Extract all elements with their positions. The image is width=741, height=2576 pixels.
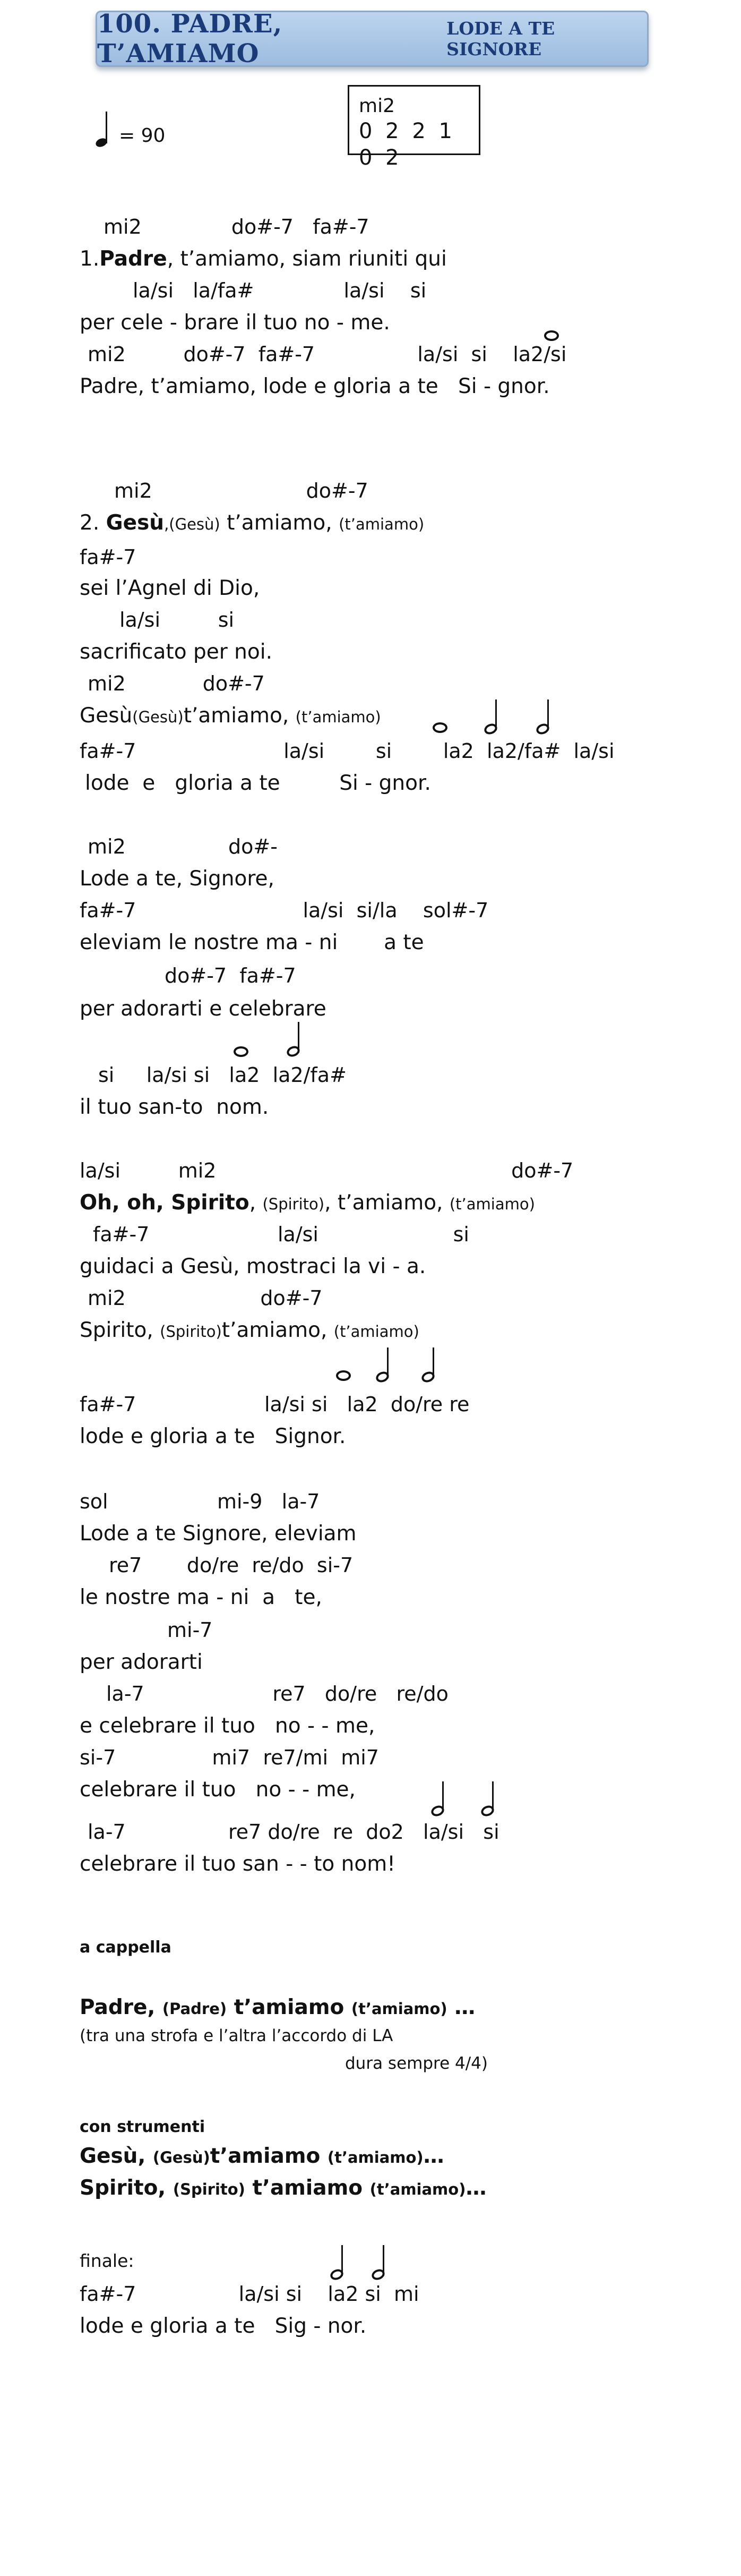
tempo-value: = 90 <box>119 125 166 147</box>
half-note-icon <box>421 1348 443 1382</box>
song-subtitle: LODE A TE SIGNORE <box>446 18 555 59</box>
chord-line: sol mi-9 la-7 <box>80 1490 320 1513</box>
chord-line: mi2 do#-7 <box>88 1286 323 1310</box>
chord-line: la/si la/fa# la/si si <box>133 279 427 302</box>
lyric-bold: Gesù <box>106 511 165 535</box>
lyric-line: celebrare il tuo san - - to nom! <box>80 1852 395 1876</box>
lyric-bold: t’amiamo <box>245 2176 370 2200</box>
half-note-icon <box>330 2246 351 2280</box>
chord-line: si-7 mi7 re7/mi mi7 <box>80 1746 379 1769</box>
quarter-note-icon <box>96 112 115 147</box>
chord-line: mi-7 <box>167 1618 213 1642</box>
lyric-bold: Padre, <box>80 1995 162 2019</box>
chord-line: fa#-7 <box>80 545 136 569</box>
lyric-bold: … <box>423 2144 444 2168</box>
lyric-echo: (Gesù) <box>132 708 184 726</box>
lyric-line: sacrificato per noi. <box>80 640 272 664</box>
lyric-echo: (t’amiamo) <box>449 1195 535 1213</box>
verse-number: 2. <box>80 511 106 535</box>
lyric-bold: t’amiamo <box>227 1995 351 2019</box>
chord-line: la-7 re7 do/re re do2 la/si si <box>88 1820 499 1844</box>
lyric-line <box>80 1997 475 2018</box>
lyric-line: guidaci a Gesù, mostraci la vi - a. <box>80 1255 426 1278</box>
chord-line: mi2 do#-7 fa#-7 la/si si la2/si <box>88 343 567 366</box>
half-note-icon <box>287 1022 308 1056</box>
chord-box-name: mi2 <box>359 95 395 117</box>
section-label-finale: finale: <box>80 2250 134 2271</box>
lyric-echo: (t’amiamo) <box>327 2148 424 2166</box>
lyric-echo: (Spirito) <box>160 1323 222 1341</box>
chord-line: mi2 do#-7 <box>114 479 368 502</box>
chord-diagram-box <box>348 85 480 170</box>
chord-line: la-7 re7 do/re re/do <box>106 1682 449 1705</box>
tempo-marking <box>96 112 165 147</box>
lyric-line <box>80 1192 535 1213</box>
chord-box-fingering: 0 2 2 1 0 2 <box>359 119 455 170</box>
chord-line: fa#-7 la/si si/la sol#-7 <box>80 899 489 922</box>
lyric-line: per adorarti e celebrare <box>80 997 326 1021</box>
chord-line: si la/si si la2 la2/fa# <box>98 1063 347 1087</box>
lyric-text: t’amiamo, <box>221 1318 334 1342</box>
lyric-echo: (Gesù) <box>152 2148 210 2166</box>
lyric-echo: (Padre) <box>162 2000 227 2018</box>
lyric-line: lode e gloria a te Signor. <box>80 1425 346 1448</box>
chord-line: mi2 do#-7 fa#-7 <box>104 215 369 238</box>
lyric-echo: ,(Gesù) <box>164 515 220 533</box>
chord-line: la/si mi2 do#-7 <box>80 1159 574 1182</box>
performance-note: dura sempre 4/4) <box>345 2054 488 2073</box>
lyric-echo: (t’amiamo) <box>295 708 381 726</box>
chord-line: mi2 do#-7 <box>88 672 265 695</box>
chord-line: mi2 do#- <box>88 835 278 858</box>
chord-line: do#-7 fa#-7 <box>165 964 296 987</box>
lyric-echo: (t’amiamo) <box>369 2180 466 2198</box>
lyric-line: per adorarti <box>80 1650 203 1674</box>
lyric-line: per cele - brare il tuo no - me. <box>80 311 390 335</box>
half-note-icon <box>376 1348 397 1382</box>
whole-note-icon <box>336 1370 351 1381</box>
lyric-line <box>80 2178 486 2198</box>
lyric-text: t’amiamo, <box>183 704 296 728</box>
lyric-line <box>80 513 424 533</box>
lyric-text: , t’amiamo, <box>324 1191 450 1215</box>
lyric-line: il tuo san-to nom. <box>80 1095 269 1119</box>
chord-line: fa#-7 la/si si la2 do/re re <box>80 1393 470 1416</box>
lyric-echo: (t’amiamo) <box>351 2000 447 2018</box>
lyric-line <box>80 705 381 726</box>
lyric-bold: Spirito, <box>80 2176 173 2200</box>
song-title: 100. PADRE, T’AMIAMO <box>97 9 283 69</box>
lyric-bold: … <box>466 2176 487 2200</box>
chord-line: fa#-7 la/si si <box>93 1223 469 1246</box>
lyric-bold: t’amiamo <box>210 2144 328 2168</box>
lyric-line <box>80 249 447 269</box>
lyric-echo: (Spirito) <box>262 1195 325 1213</box>
half-note-icon <box>481 1782 502 1816</box>
lyric-text: t’amiamo, <box>220 511 339 535</box>
lyric-line <box>80 2146 444 2166</box>
lyric-line: lode e gloria a te Si - gnor. <box>85 771 431 795</box>
chord-line: fa#-7 la/si si la2 la2/fa# la/si <box>80 739 615 763</box>
lyric-line: eleviam le nostre ma - ni a te <box>80 931 424 954</box>
section-label-a-cappella: a cappella <box>80 1938 171 1957</box>
lyric-line: le nostre ma - ni a te, <box>80 1585 322 1609</box>
lyric-line: lode e gloria a te Sig - nor. <box>80 2314 367 2338</box>
lyric-line: sei l’Agnel di Dio, <box>80 576 260 600</box>
verse-number: 1. <box>80 247 100 271</box>
lyric-echo: (t’amiamo) <box>333 1323 419 1341</box>
lyric-bold: Gesù, <box>80 2144 153 2168</box>
chord-line: la/si si <box>119 608 235 632</box>
half-note-icon <box>536 700 557 734</box>
section-label-con-strumenti: con strumenti <box>80 2118 205 2136</box>
lyric-line <box>80 1320 419 1341</box>
whole-note-icon <box>433 722 447 733</box>
lyric-line: e celebrare il tuo no - - me, <box>80 1714 375 1738</box>
lyric-bold: Padre <box>99 247 167 271</box>
lyric-line: Lode a te, Signore, <box>80 867 274 891</box>
lyric-echo: (Spirito) <box>173 2180 245 2198</box>
lyric-text: Spirito, <box>80 1318 160 1342</box>
chord-line: fa#-7 la/si si la2 si mi <box>80 2282 419 2306</box>
chord-line: re7 do/re re/do si-7 <box>109 1554 354 1577</box>
title-banner <box>96 11 649 67</box>
lyric-text: Gesù <box>80 704 133 728</box>
lyric-echo: (t’amiamo) <box>339 515 425 533</box>
lyric-bold: Oh, oh, Spirito <box>80 1191 249 1215</box>
half-note-icon <box>431 1782 452 1816</box>
whole-note-icon <box>234 1046 248 1057</box>
lyric-text: , <box>249 1191 263 1215</box>
lyric-line: Padre, t’amiamo, lode e gloria a te Si - gnor. <box>80 374 550 398</box>
half-note-icon <box>484 700 505 734</box>
lyric-line: Lode a te Signore, eleviam <box>80 1522 357 1546</box>
performance-note: (tra una strofa e l’altra l’accordo di LA <box>80 2026 393 2045</box>
half-note-icon <box>372 2246 393 2280</box>
lyric-bold: … <box>447 1995 476 2019</box>
lyric-text: , t’amiamo, siam riuniti qui <box>167 247 447 271</box>
lyric-line: celebrare il tuo no - - me, <box>80 1778 356 1802</box>
whole-note-icon <box>544 330 559 341</box>
